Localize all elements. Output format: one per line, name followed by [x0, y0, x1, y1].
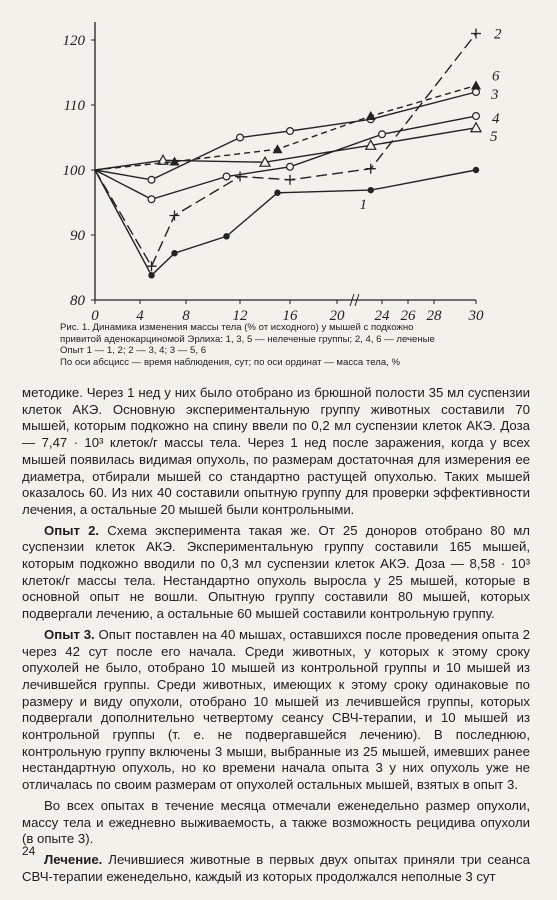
paragraph: методике. Через 1 нед у них было отобрано из брюшной полости 35 мл суспензии клеток АКЭ. Основную экспериментальную группу животных составили 70 мышей, которым подкожно на спину ввели по 0,2 мл суспензии клеток АКЭ. Доза — 7,47 · 10³ клеток/г массы тела. Через 1 нед после заражения, когда у всех мышей появилась видимая опухоль, по размерам достаточная для измерения ее диаметра, отбирали мышей со стандартно растущей опухолью. Таких мышей оказалось 60. Из них 40 составили опытную группу для проверки эффективности лечения, а остальные 20 мышей были контрольными.: [22, 385, 530, 517]
figure-caption: [60, 322, 530, 368]
paragraph: [22, 627, 530, 794]
data-point-filled-circle: [148, 272, 154, 278]
series-label-1: 1: [359, 197, 367, 213]
caption-line: По оси абсцисс — время наблюдения, сут; по оси ординат — масса тела, %: [60, 356, 401, 368]
y-tick-label: 110: [63, 98, 85, 114]
paragraph-text: Схема эксперимента такая же. От 25 доноров отобрано 80 мл суспензии клеток АКЭ. Экспериментальную группу составили 165 мышей, которым подкожно вводили по 0,3 мл суспензии клеток АКЭ. Доза — 8,58 · 10³ клеток/г массы тела. Нестандартно опухоль выросла у 25 мышей, которые в основной опыт не вошли. Опытную группу составили 80 мышей, которых подвергали лечению, а остальные 60 мышей составили контрольную группу.: [22, 522, 530, 622]
paragraph: Во всех опытах в течение месяца отмечали еженедельно размер опухоли, массу тела и ежедневно выживаемость, а также возможность рецидива опухоли (в опыте 3).: [22, 797, 530, 847]
data-point-open-circle: [473, 113, 480, 120]
page-number: 24: [22, 844, 36, 858]
paragraph: [22, 852, 530, 885]
article-body: [22, 385, 530, 889]
paragraph: [22, 523, 530, 623]
data-point-plus: [366, 164, 376, 174]
series-line-1: [95, 170, 476, 275]
data-point-open-circle: [473, 89, 480, 96]
data-point-filled-circle: [171, 250, 177, 256]
series-label-5: 5: [490, 128, 498, 145]
x-tick-label: 4: [136, 308, 144, 322]
data-point-open-circle: [148, 176, 155, 183]
weight-dynamics-chart: [0, 0, 557, 322]
paragraph-heading: Лечение.: [44, 851, 103, 867]
y-tick-label: 100: [62, 163, 85, 179]
data-point-open-triangle: [471, 123, 481, 132]
series-line-5: [95, 128, 476, 170]
paragraph-heading: Опыт 2.: [44, 522, 100, 538]
data-point-open-circle: [379, 131, 386, 138]
series-line-4: [95, 116, 476, 199]
data-point-filled-triangle: [471, 81, 481, 90]
data-point-open-circle: [148, 196, 155, 203]
caption-line: Опыт 1 — 1, 2; 2 — 3, 4; 3 — 5, 6: [60, 345, 207, 357]
paragraph-text: Опыт поставлен на 40 мышах, оставшихся после проведения опыта 2 через 42 сут после его начала. Среди животных, у которых к этому сроку опухолей не было, отобрано 10 мышей из контрольной группы и 10 мышей из лечившейся группы. Среди животных, имеющих к этому сроку одинаковые по размеру и виду опухоли, отобрано 10 мышей из лечившейся группы, которых подвергали дополнительно четвертому сеансу СВЧ-терапии, и 10 мышей из контрольной группы (т. е. не подвергавшейся лечению). В последнюю, контрольную группу включены 3 мыши, выбранные из 25 мышей, имевших ранее нестандартную опухоль, но ко времени начала опыта 3 у них опухоль уже не отличалась по своим размерам от опухолей остальных мышей, взятых в опыт 3.: [22, 626, 530, 793]
x-tick-label: 30: [468, 308, 484, 322]
data-point-filled-triangle: [273, 144, 283, 153]
caption-line: привитой аденокарциномой Эрлиха: 1, 3, 5 — нелеченые группы; 2, 4, 6 — леченые: [60, 333, 435, 345]
data-point-filled-circle: [473, 167, 479, 173]
y-tick-label: 90: [70, 228, 85, 244]
paragraph-text: Лечившиеся животные в первых двух опытах приняли три сеанса СВЧ-терапии еженедельно, каждый из которых продолжался неполные 3 сут: [22, 851, 530, 884]
x-tick-label: 8: [182, 308, 190, 322]
chart-canvas: [0, 0, 557, 322]
x-tick-label: 28: [426, 308, 442, 322]
y-tick-label: 80: [70, 293, 85, 309]
data-point-plus: [235, 172, 245, 182]
paragraph-heading: Опыт 3.: [44, 626, 95, 642]
data-point-open-circle: [287, 128, 294, 135]
series-label-2: 2: [494, 26, 502, 43]
y-tick-label: 120: [62, 33, 85, 49]
x-tick-label: 16: [282, 308, 298, 322]
x-tick-label: 26: [400, 308, 416, 322]
series-label-3: 3: [491, 87, 499, 103]
data-point-plus: [170, 211, 180, 221]
data-point-filled-circle: [368, 187, 374, 193]
data-point-filled-circle: [274, 190, 280, 196]
series-label-6: 6: [492, 68, 500, 85]
x-tick-label: 0: [91, 308, 99, 322]
series-line-3: [95, 92, 476, 180]
data-point-filled-circle: [223, 233, 229, 239]
data-point-filled-triangle: [366, 111, 376, 120]
x-tick-label: 24: [374, 308, 390, 322]
data-point-plus: [285, 175, 295, 185]
data-point-open-circle: [223, 173, 230, 180]
data-point-open-circle: [237, 134, 244, 141]
caption-line: Рис. 1. Динамика изменения массы тела (% от исходного) у мышей с подкожно: [60, 322, 414, 333]
data-point-open-circle: [287, 163, 294, 170]
series-label-4: 4: [492, 111, 500, 128]
x-tick-label: 12: [232, 308, 248, 322]
data-point-plus: [471, 29, 481, 39]
x-tick-label: 20: [329, 308, 345, 322]
series-line-2: [95, 34, 476, 267]
